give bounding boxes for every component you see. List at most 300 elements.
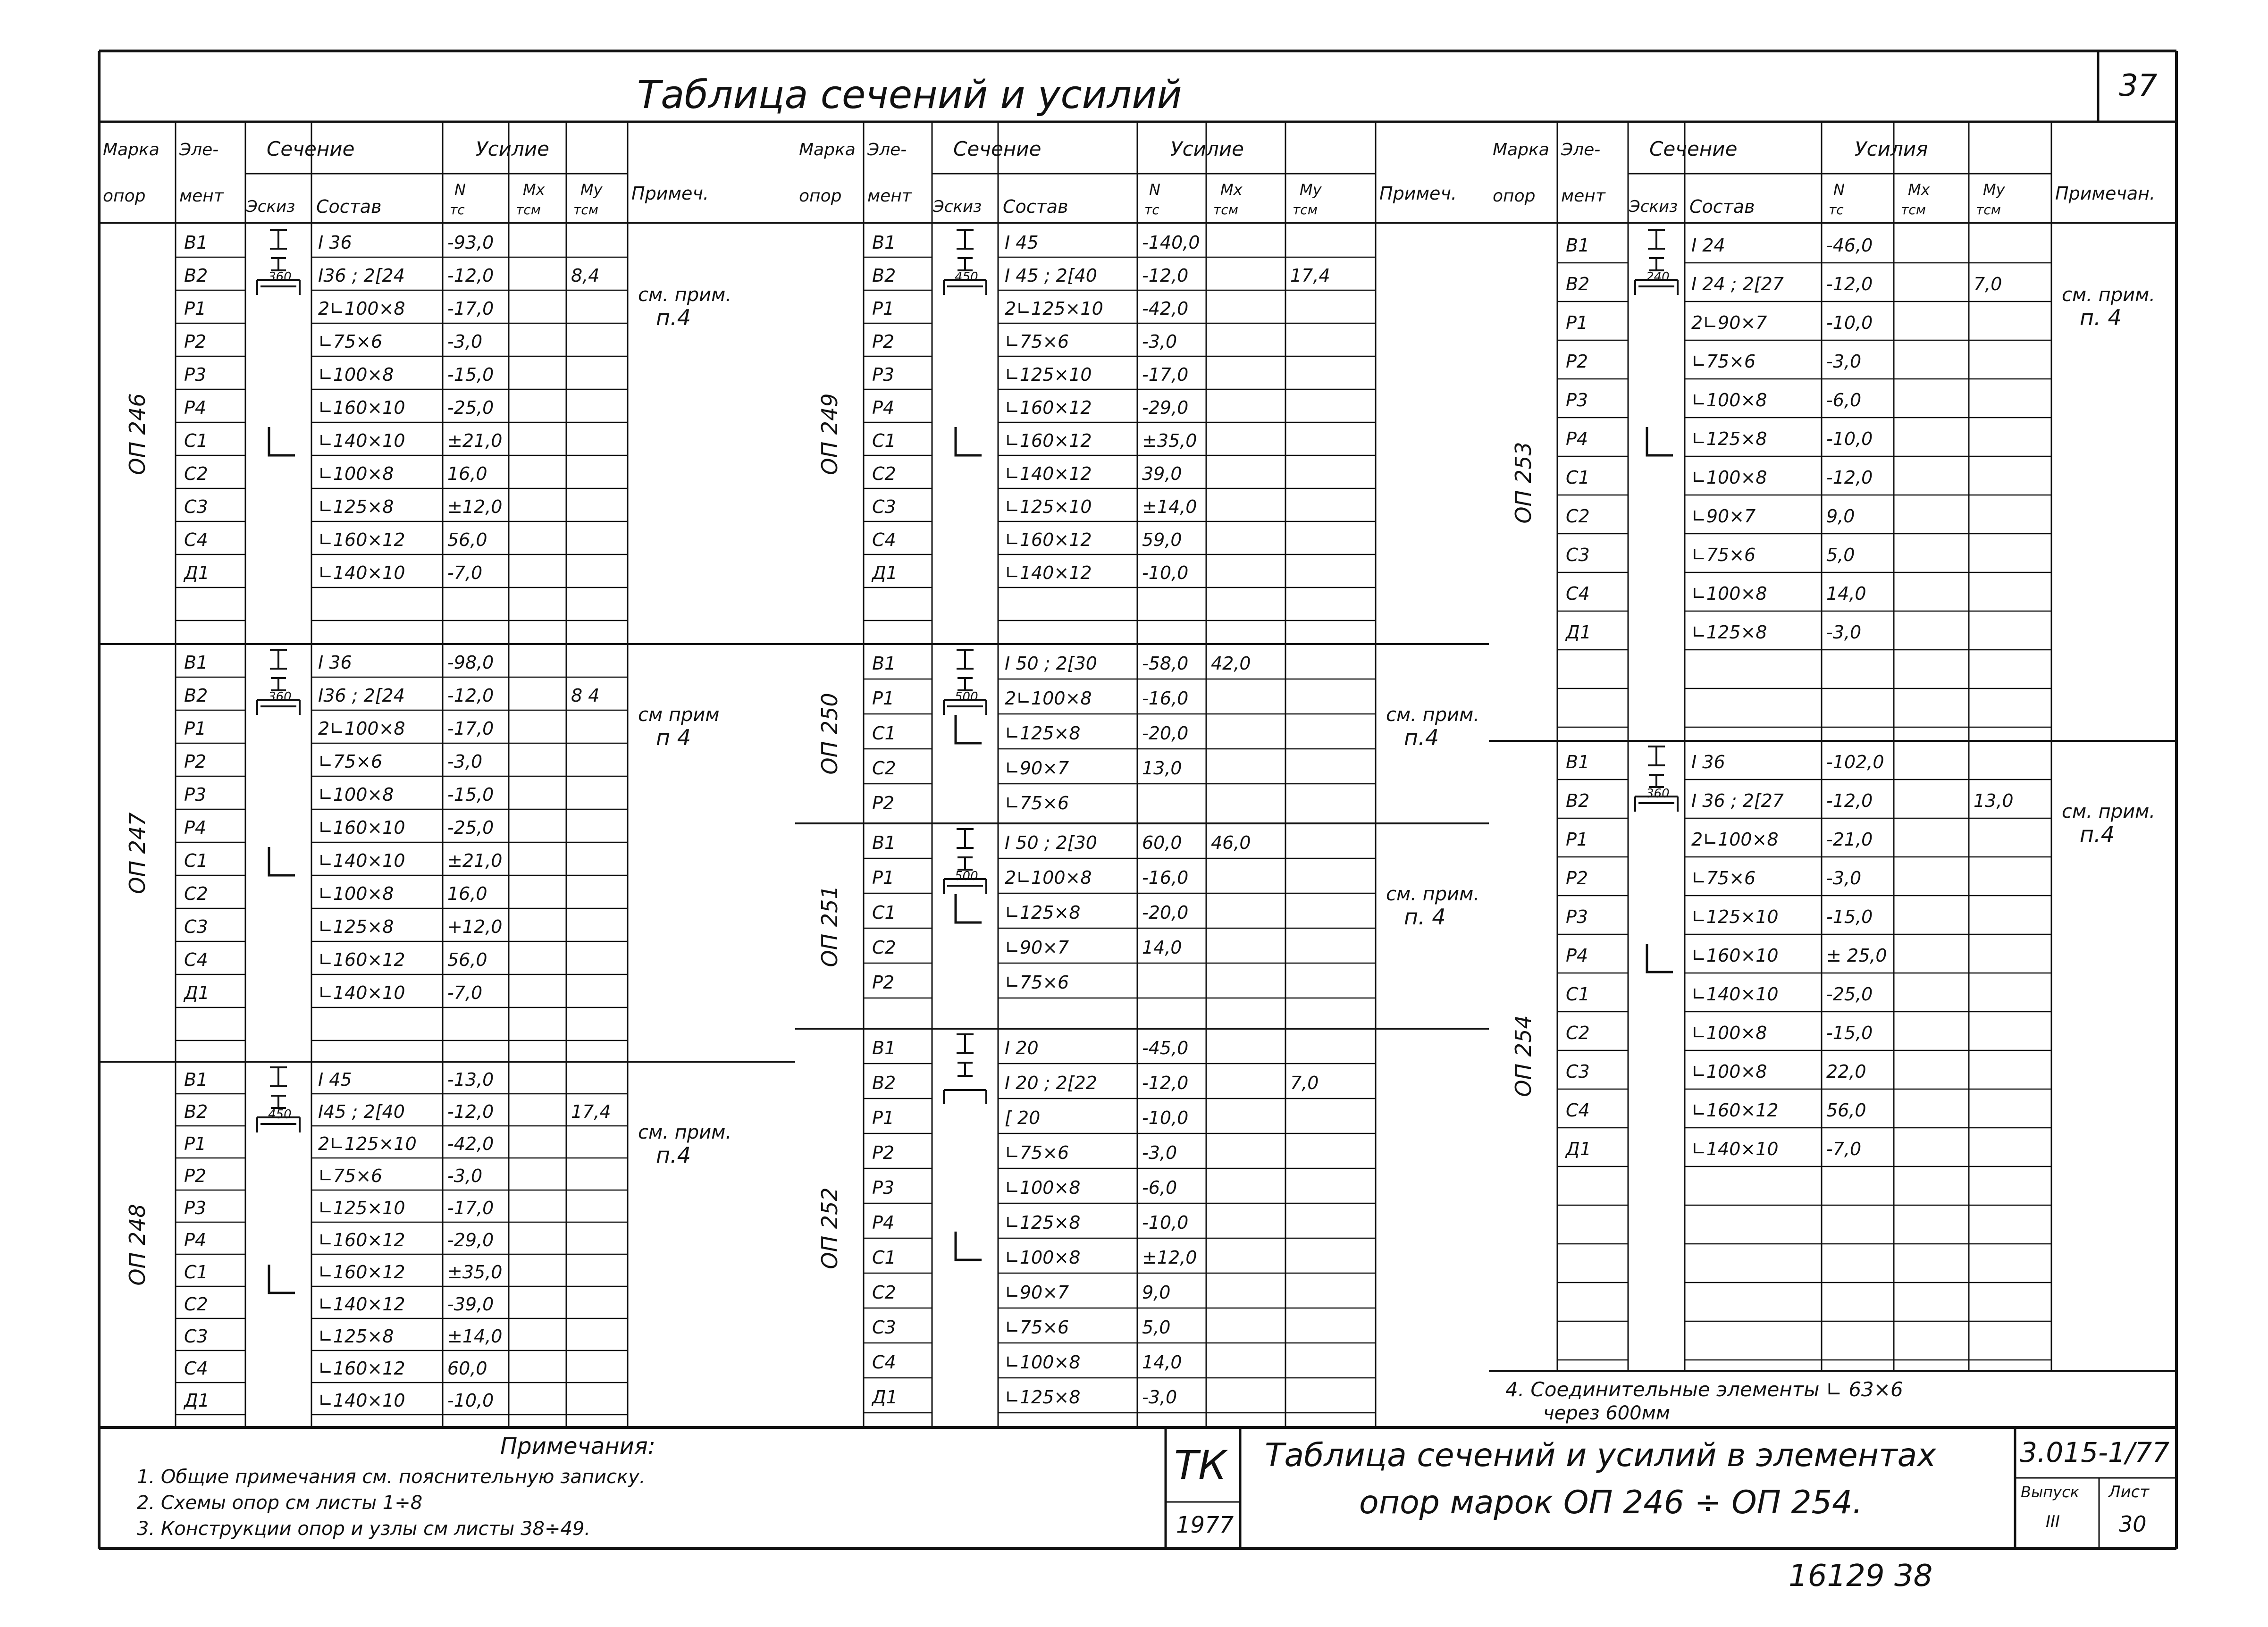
element-code: В2	[1566, 790, 1590, 811]
header-marka: опор	[799, 186, 842, 206]
force-n: ±21,0	[447, 850, 503, 871]
header-my: My	[1983, 181, 2005, 199]
section-composition: ∟125×8	[1691, 622, 1767, 643]
force-n: -20,0	[1142, 902, 1189, 923]
element-code: Р3	[1566, 390, 1588, 411]
angle-section-icon	[1647, 427, 1673, 455]
force-n: -10,0	[1142, 562, 1189, 583]
stamp-title: опор марок ОП 246 ÷ ОП 254.	[1359, 1484, 1863, 1521]
note-ref: см. прим.	[638, 1122, 732, 1143]
section-composition: ∟140×12	[318, 1294, 405, 1315]
section-composition: 2∟100×8	[1691, 829, 1779, 850]
element-code: В1	[1566, 752, 1590, 772]
note-item: 2. Схемы опор см листы 1÷8	[137, 1492, 423, 1514]
section-sketch-icon	[257, 230, 300, 295]
support-mark: ОП 246	[125, 393, 150, 475]
angle-section-icon	[956, 894, 982, 923]
force-n: -3,0	[1142, 1387, 1177, 1408]
section-composition: ∟160×12	[1005, 430, 1092, 451]
header-n: тс	[1144, 202, 1159, 218]
element-code: Р1	[1566, 829, 1588, 850]
force-n: -12,0	[447, 1101, 494, 1122]
element-code: Р1	[184, 718, 207, 739]
header-composition: Состав	[1689, 196, 1755, 217]
header-section: Сечение	[1649, 137, 1738, 160]
force-n: -3,0	[1826, 622, 1862, 643]
note-ref: см прим	[638, 704, 720, 726]
force-n: -7,0	[447, 982, 483, 1003]
header-marka: опор	[1493, 186, 1536, 206]
element-code: С1	[184, 430, 208, 451]
section-composition: ∟100×8	[1691, 467, 1767, 488]
force-n: 56,0	[447, 529, 487, 550]
note-item: 1. Общие примечания см. пояснительную записку.	[137, 1466, 646, 1488]
angle-section-icon	[269, 847, 295, 875]
element-code: В1	[872, 232, 896, 253]
section-composition: ∟75×6	[1691, 868, 1756, 889]
angle-section-icon	[269, 1265, 295, 1293]
force-n: -42,0	[1142, 298, 1189, 319]
section-composition: ∟90×7	[1005, 1282, 1069, 1303]
element-code: Д1	[872, 562, 898, 583]
header-sketch: Эскиз	[1629, 197, 1678, 216]
section-composition: ∟125×8	[1005, 1387, 1081, 1408]
header-element: мент	[867, 186, 912, 206]
element-code: Р1	[872, 298, 895, 319]
force-my: 7,0	[1974, 274, 2002, 294]
section-composition: ∟75×6	[1005, 793, 1069, 814]
element-code: С3	[184, 916, 208, 937]
organization-logo: ТК	[1174, 1442, 1226, 1488]
header-marka: Марка	[1493, 140, 1549, 159]
page-title: Таблица сечений и усилий	[637, 73, 1182, 117]
section-composition: I 45	[318, 1069, 352, 1090]
force-n: -12,0	[1826, 467, 1873, 488]
element-code: Р2	[184, 751, 207, 772]
element-code: В2	[184, 265, 208, 286]
section-composition: ∟100×8	[318, 463, 394, 484]
element-code: С1	[1566, 984, 1590, 1005]
force-n: 60,0	[447, 1358, 487, 1379]
force-n: 56,0	[1826, 1100, 1866, 1121]
header-composition: Состав	[316, 196, 382, 217]
section-composition: ∟125×8	[318, 1326, 394, 1347]
force-n: -25,0	[447, 817, 494, 838]
element-code: Р2	[184, 1166, 207, 1186]
force-my: 8,4	[571, 265, 600, 286]
section-composition: ∟100×8	[1005, 1352, 1081, 1373]
force-n: -93,0	[447, 232, 494, 253]
force-n: 9,0	[1142, 1282, 1171, 1303]
list-label: Лист	[2108, 1483, 2150, 1501]
force-n: -10,0	[1826, 312, 1873, 333]
sheet-number: 37	[2119, 68, 2158, 103]
sketch-dimension: 360	[1646, 787, 1670, 801]
section-sketch-icon	[257, 1067, 300, 1132]
header-composition: Состав	[1003, 196, 1068, 217]
force-n: 5,0	[1826, 545, 1855, 565]
force-n: -39,0	[447, 1294, 494, 1315]
header-forces: Усилие	[476, 137, 549, 160]
section-composition: ∟140×10	[318, 982, 405, 1003]
force-n: -12,0	[447, 265, 494, 286]
element-code: В1	[872, 832, 896, 853]
force-n: -13,0	[447, 1069, 494, 1090]
header-mx: тсм	[1213, 202, 1238, 218]
element-code: Д1	[1566, 1139, 1591, 1159]
force-n: -58,0	[1142, 653, 1189, 674]
element-code: Р3	[872, 1177, 895, 1198]
force-my: 8 4	[571, 685, 600, 706]
note-ref: см. прим.	[638, 284, 732, 306]
element-code: В2	[184, 685, 208, 706]
sketch-dimension: 240	[1646, 270, 1670, 284]
force-n: -12,0	[447, 685, 494, 706]
force-n: -102,0	[1826, 752, 1884, 772]
section-composition: ∟125×8	[1691, 428, 1767, 449]
section-composition: ∟160×12	[318, 1262, 405, 1283]
element-code: Р2	[184, 331, 207, 352]
stamp-year: 1977	[1176, 1512, 1234, 1538]
section-sketch-icon	[944, 230, 986, 295]
section-composition: ∟140×10	[318, 850, 405, 871]
header-marka: Марка	[799, 140, 856, 159]
element-code: Р3	[1566, 906, 1588, 927]
section-composition: I 36 ; 2[27	[1691, 790, 1784, 811]
element-code: Р4	[872, 397, 895, 418]
element-code: С4	[872, 1352, 896, 1373]
header-n: N	[1149, 181, 1160, 199]
note-ref: см. прим.	[1386, 704, 1480, 726]
section-composition: ∟125×8	[318, 496, 394, 517]
force-n: +12,0	[447, 916, 503, 937]
section-composition: ∟125×8	[318, 916, 394, 937]
element-code: В2	[872, 265, 896, 286]
element-code: Р4	[184, 1230, 207, 1250]
header-note: Примеч.	[631, 183, 709, 204]
support-mark: ОП 252	[816, 1187, 842, 1269]
force-n: -12,0	[1142, 265, 1189, 286]
footer-number: 16129 38	[1789, 1559, 1933, 1593]
force-mx: 42,0	[1211, 653, 1251, 674]
section-composition: ∟90×7	[1005, 937, 1069, 958]
element-code: В2	[184, 1101, 208, 1122]
force-n: 14,0	[1826, 583, 1866, 604]
force-my: 13,0	[1974, 790, 2014, 811]
element-code: С3	[184, 1326, 208, 1347]
header-mx: Mx	[1908, 181, 1930, 199]
section-composition: ∟125×10	[318, 1198, 405, 1218]
header-element: мент	[179, 186, 224, 206]
section-composition: ∟140×10	[1691, 984, 1779, 1005]
section-composition: I 24	[1691, 235, 1725, 256]
section-composition: 2∟125×10	[1005, 298, 1103, 319]
note-ref: п. 4	[1404, 904, 1446, 930]
force-n: 56,0	[447, 949, 487, 970]
element-code: С1	[872, 430, 896, 451]
force-n: -6,0	[1142, 1177, 1177, 1198]
section-composition: ∟140×10	[318, 430, 405, 451]
force-n: -10,0	[1142, 1212, 1189, 1233]
section-composition: ∟160×12	[318, 949, 405, 970]
force-n: ±14,0	[1142, 496, 1197, 517]
section-composition: ∟140×10	[318, 1390, 405, 1411]
element-code: Р1	[184, 298, 207, 319]
force-n: -3,0	[1826, 351, 1862, 372]
force-n: ±21,0	[447, 430, 503, 451]
section-composition: 2∟100×8	[1005, 688, 1092, 709]
section-composition: ∟75×6	[1005, 1142, 1069, 1163]
section-composition: 2∟125×10	[318, 1133, 417, 1154]
note-ref: п 4	[656, 725, 691, 750]
section-composition: ∟75×6	[318, 751, 383, 772]
force-n: 13,0	[1142, 758, 1182, 779]
section-composition: 2∟100×8	[318, 718, 405, 739]
section-sketch-icon	[257, 650, 300, 715]
force-n: 16,0	[447, 883, 487, 904]
element-code: В1	[184, 232, 208, 253]
section-composition: ∟125×10	[1691, 906, 1779, 927]
element-code: Д1	[184, 1390, 210, 1411]
support-mark: ОП 253	[1510, 441, 1536, 524]
element-code: Р4	[184, 817, 207, 838]
header-marka: Марка	[103, 140, 160, 159]
element-code: Д1	[1566, 622, 1591, 643]
force-n: -17,0	[1142, 364, 1189, 385]
element-code: С2	[184, 1294, 208, 1315]
force-n: -45,0	[1142, 1038, 1189, 1058]
section-composition: ∟160×12	[1005, 397, 1092, 418]
connection-note: через 600мм	[1543, 1402, 1670, 1424]
section-composition: ∟160×10	[318, 817, 405, 838]
header-mx: тсм	[1901, 202, 1926, 218]
section-composition: ∟125×8	[1005, 902, 1081, 923]
force-n: -6,0	[1826, 390, 1862, 411]
element-code: С3	[1566, 1061, 1590, 1082]
section-composition: ∟100×8	[1005, 1247, 1081, 1268]
element-code: С3	[1566, 545, 1590, 565]
header-note: Примеч.	[1379, 183, 1457, 204]
section-composition: ∟160×12	[1005, 529, 1092, 550]
note-item: 3. Конструкции опор и узлы см листы 38÷49.	[137, 1518, 591, 1540]
section-composition: I 45	[1005, 232, 1039, 253]
element-code: С2	[184, 463, 208, 484]
vypusk-value: III	[2046, 1512, 2060, 1531]
force-n: -3,0	[447, 751, 483, 772]
force-n: -29,0	[1142, 397, 1189, 418]
element-code: Р2	[872, 793, 895, 814]
header-mx: тсм	[516, 202, 541, 218]
section-sketch-icon	[944, 829, 986, 894]
header-sketch: Эскиз	[933, 197, 982, 216]
force-n: -16,0	[1142, 867, 1189, 888]
element-code: Д1	[184, 562, 210, 583]
force-n: -3,0	[447, 331, 483, 352]
force-n: 16,0	[447, 463, 487, 484]
force-n: -20,0	[1142, 723, 1189, 744]
element-code: Р2	[872, 1142, 895, 1163]
force-n: -42,0	[447, 1133, 494, 1154]
force-n: -46,0	[1826, 235, 1873, 256]
element-code: Р3	[184, 784, 207, 805]
force-n: -10,0	[1142, 1107, 1189, 1128]
section-sketch-icon	[944, 1034, 986, 1104]
section-composition: ∟160×10	[1691, 945, 1779, 966]
section-composition: I45 ; 2[40	[318, 1101, 405, 1122]
element-code: В1	[184, 1069, 208, 1090]
section-sketch-icon	[944, 650, 986, 715]
header-element: мент	[1561, 186, 1605, 206]
element-code: Д1	[872, 1387, 898, 1408]
force-n: -15,0	[447, 784, 494, 805]
angle-section-icon	[956, 715, 982, 743]
force-n: 60,0	[1142, 832, 1182, 853]
section-composition: ∟125×8	[1005, 723, 1081, 744]
header-forces: Усилие	[1170, 137, 1244, 160]
element-code: Р1	[872, 688, 895, 709]
force-n: -140,0	[1142, 232, 1200, 253]
element-code: Р1	[872, 1107, 895, 1128]
section-composition: ∟160×10	[318, 397, 405, 418]
element-code: С2	[872, 1282, 896, 1303]
force-n: 59,0	[1142, 529, 1182, 550]
sketch-dimension: 360	[268, 690, 292, 704]
element-code: Р4	[184, 397, 207, 418]
header-mx: Mx	[523, 181, 545, 199]
note-ref: п.4	[1404, 725, 1439, 750]
force-n: ±35,0	[1142, 430, 1197, 451]
element-code: В1	[872, 1038, 896, 1058]
element-code: Р4	[1566, 945, 1588, 966]
header-marka: опор	[103, 186, 146, 206]
force-n: -3,0	[447, 1166, 483, 1186]
section-composition: 2∟100×8	[318, 298, 405, 319]
force-n: ±12,0	[447, 496, 503, 517]
note-ref: см. прим.	[2062, 284, 2156, 306]
section-composition: I 45 ; 2[40	[1005, 265, 1097, 286]
sketch-dimension: 500	[955, 869, 978, 883]
section-composition: 2∟100×8	[1005, 867, 1092, 888]
force-n: -17,0	[447, 718, 494, 739]
force-n: -15,0	[1826, 1023, 1873, 1043]
stamp-title: Таблица сечений и усилий в элементах	[1265, 1437, 1936, 1474]
header-section: Сечение	[267, 137, 355, 160]
force-n: -12,0	[1826, 790, 1873, 811]
note-ref: п.4	[2080, 822, 2115, 847]
element-code: Р3	[184, 1198, 207, 1218]
note-ref: п.4	[656, 305, 691, 330]
section-composition: ∟100×8	[1005, 1177, 1081, 1198]
header-forces: Усилия	[1855, 137, 1928, 160]
force-n: 5,0	[1142, 1317, 1171, 1338]
section-composition: ∟90×7	[1005, 758, 1069, 779]
header-my: тсм	[573, 202, 598, 218]
section-sketch-icon	[1635, 746, 1678, 812]
section-composition: ∟100×8	[318, 883, 394, 904]
section-composition: I 36	[318, 652, 352, 673]
header-n: N	[454, 181, 466, 199]
element-code: С2	[1566, 1023, 1590, 1043]
section-composition: I 20	[1005, 1038, 1039, 1058]
force-n: -12,0	[1826, 274, 1873, 294]
section-composition: I 36	[1691, 752, 1725, 772]
section-composition: ∟100×8	[1691, 583, 1767, 604]
section-composition: ∟160×12	[318, 1230, 405, 1250]
section-composition: I 36	[318, 232, 352, 253]
element-code: Р1	[872, 867, 895, 888]
force-n: 9,0	[1826, 506, 1855, 527]
force-n: -17,0	[447, 1198, 494, 1218]
vypusk-label: Выпуск	[2021, 1483, 2079, 1501]
section-composition: ∟100×8	[1691, 1061, 1767, 1082]
connection-note: 4. Соединительные элементы ∟ 63×6	[1505, 1378, 1903, 1401]
force-n: -3,0	[1826, 868, 1862, 889]
angle-section-icon	[956, 1232, 982, 1260]
force-n: -29,0	[447, 1230, 494, 1250]
element-code: С4	[1566, 583, 1590, 604]
note-ref: п. 4	[2080, 305, 2122, 330]
header-mx: Mx	[1220, 181, 1243, 199]
force-n: -16,0	[1142, 688, 1189, 709]
force-n: -3,0	[1142, 331, 1177, 352]
section-composition: ∟100×8	[1691, 1023, 1767, 1043]
header-section: Сечение	[953, 137, 1042, 160]
force-n: ±12,0	[1142, 1247, 1197, 1268]
force-n: -12,0	[1142, 1073, 1189, 1093]
sketch-dimension: 500	[955, 690, 978, 704]
force-mx: 46,0	[1211, 832, 1251, 853]
force-n: -17,0	[447, 298, 494, 319]
section-composition: ∟75×6	[1005, 331, 1069, 352]
section-composition: ∟160×12	[318, 529, 405, 550]
element-code: С1	[184, 1262, 208, 1283]
support-mark: ОП 254	[1510, 1015, 1536, 1097]
section-composition: ∟140×12	[1005, 463, 1092, 484]
element-code: С4	[1566, 1100, 1590, 1121]
force-my: 17,4	[571, 1101, 611, 1122]
angle-section-icon	[269, 427, 295, 455]
header-my: тсм	[1293, 202, 1318, 218]
force-n: -15,0	[447, 364, 494, 385]
header-my: тсм	[1976, 202, 2001, 218]
element-code: С4	[184, 529, 208, 550]
element-code: В2	[1566, 274, 1590, 294]
section-composition: I 50 ; 2[30	[1005, 832, 1097, 853]
section-composition: I 20 ; 2[22	[1005, 1073, 1097, 1093]
document-code: 3.015-1/77	[2020, 1436, 2170, 1468]
support-mark: ОП 250	[816, 693, 842, 775]
element-code: С4	[184, 1358, 208, 1379]
element-code: Р4	[872, 1212, 895, 1233]
section-composition: ∟75×6	[1005, 1317, 1069, 1338]
element-code: В1	[872, 653, 896, 674]
element-code: С2	[1566, 506, 1590, 527]
element-code: С1	[872, 1247, 896, 1268]
element-code: Р2	[872, 972, 895, 993]
element-code: В2	[872, 1073, 896, 1093]
sketch-dimension: 450	[268, 1107, 292, 1122]
force-n: 22,0	[1826, 1061, 1866, 1082]
element-code: Р2	[1566, 351, 1588, 372]
force-n: ± 25,0	[1826, 945, 1887, 966]
header-element: Эле-	[179, 140, 219, 159]
notes-heading: Примечания:	[500, 1433, 655, 1459]
header-n: тс	[450, 202, 465, 218]
section-composition: ∟140×12	[1005, 562, 1092, 583]
note-ref: см. прим.	[1386, 883, 1480, 905]
section-composition: ∟75×6	[1691, 351, 1756, 372]
sketch-dimension: 360	[268, 270, 292, 284]
